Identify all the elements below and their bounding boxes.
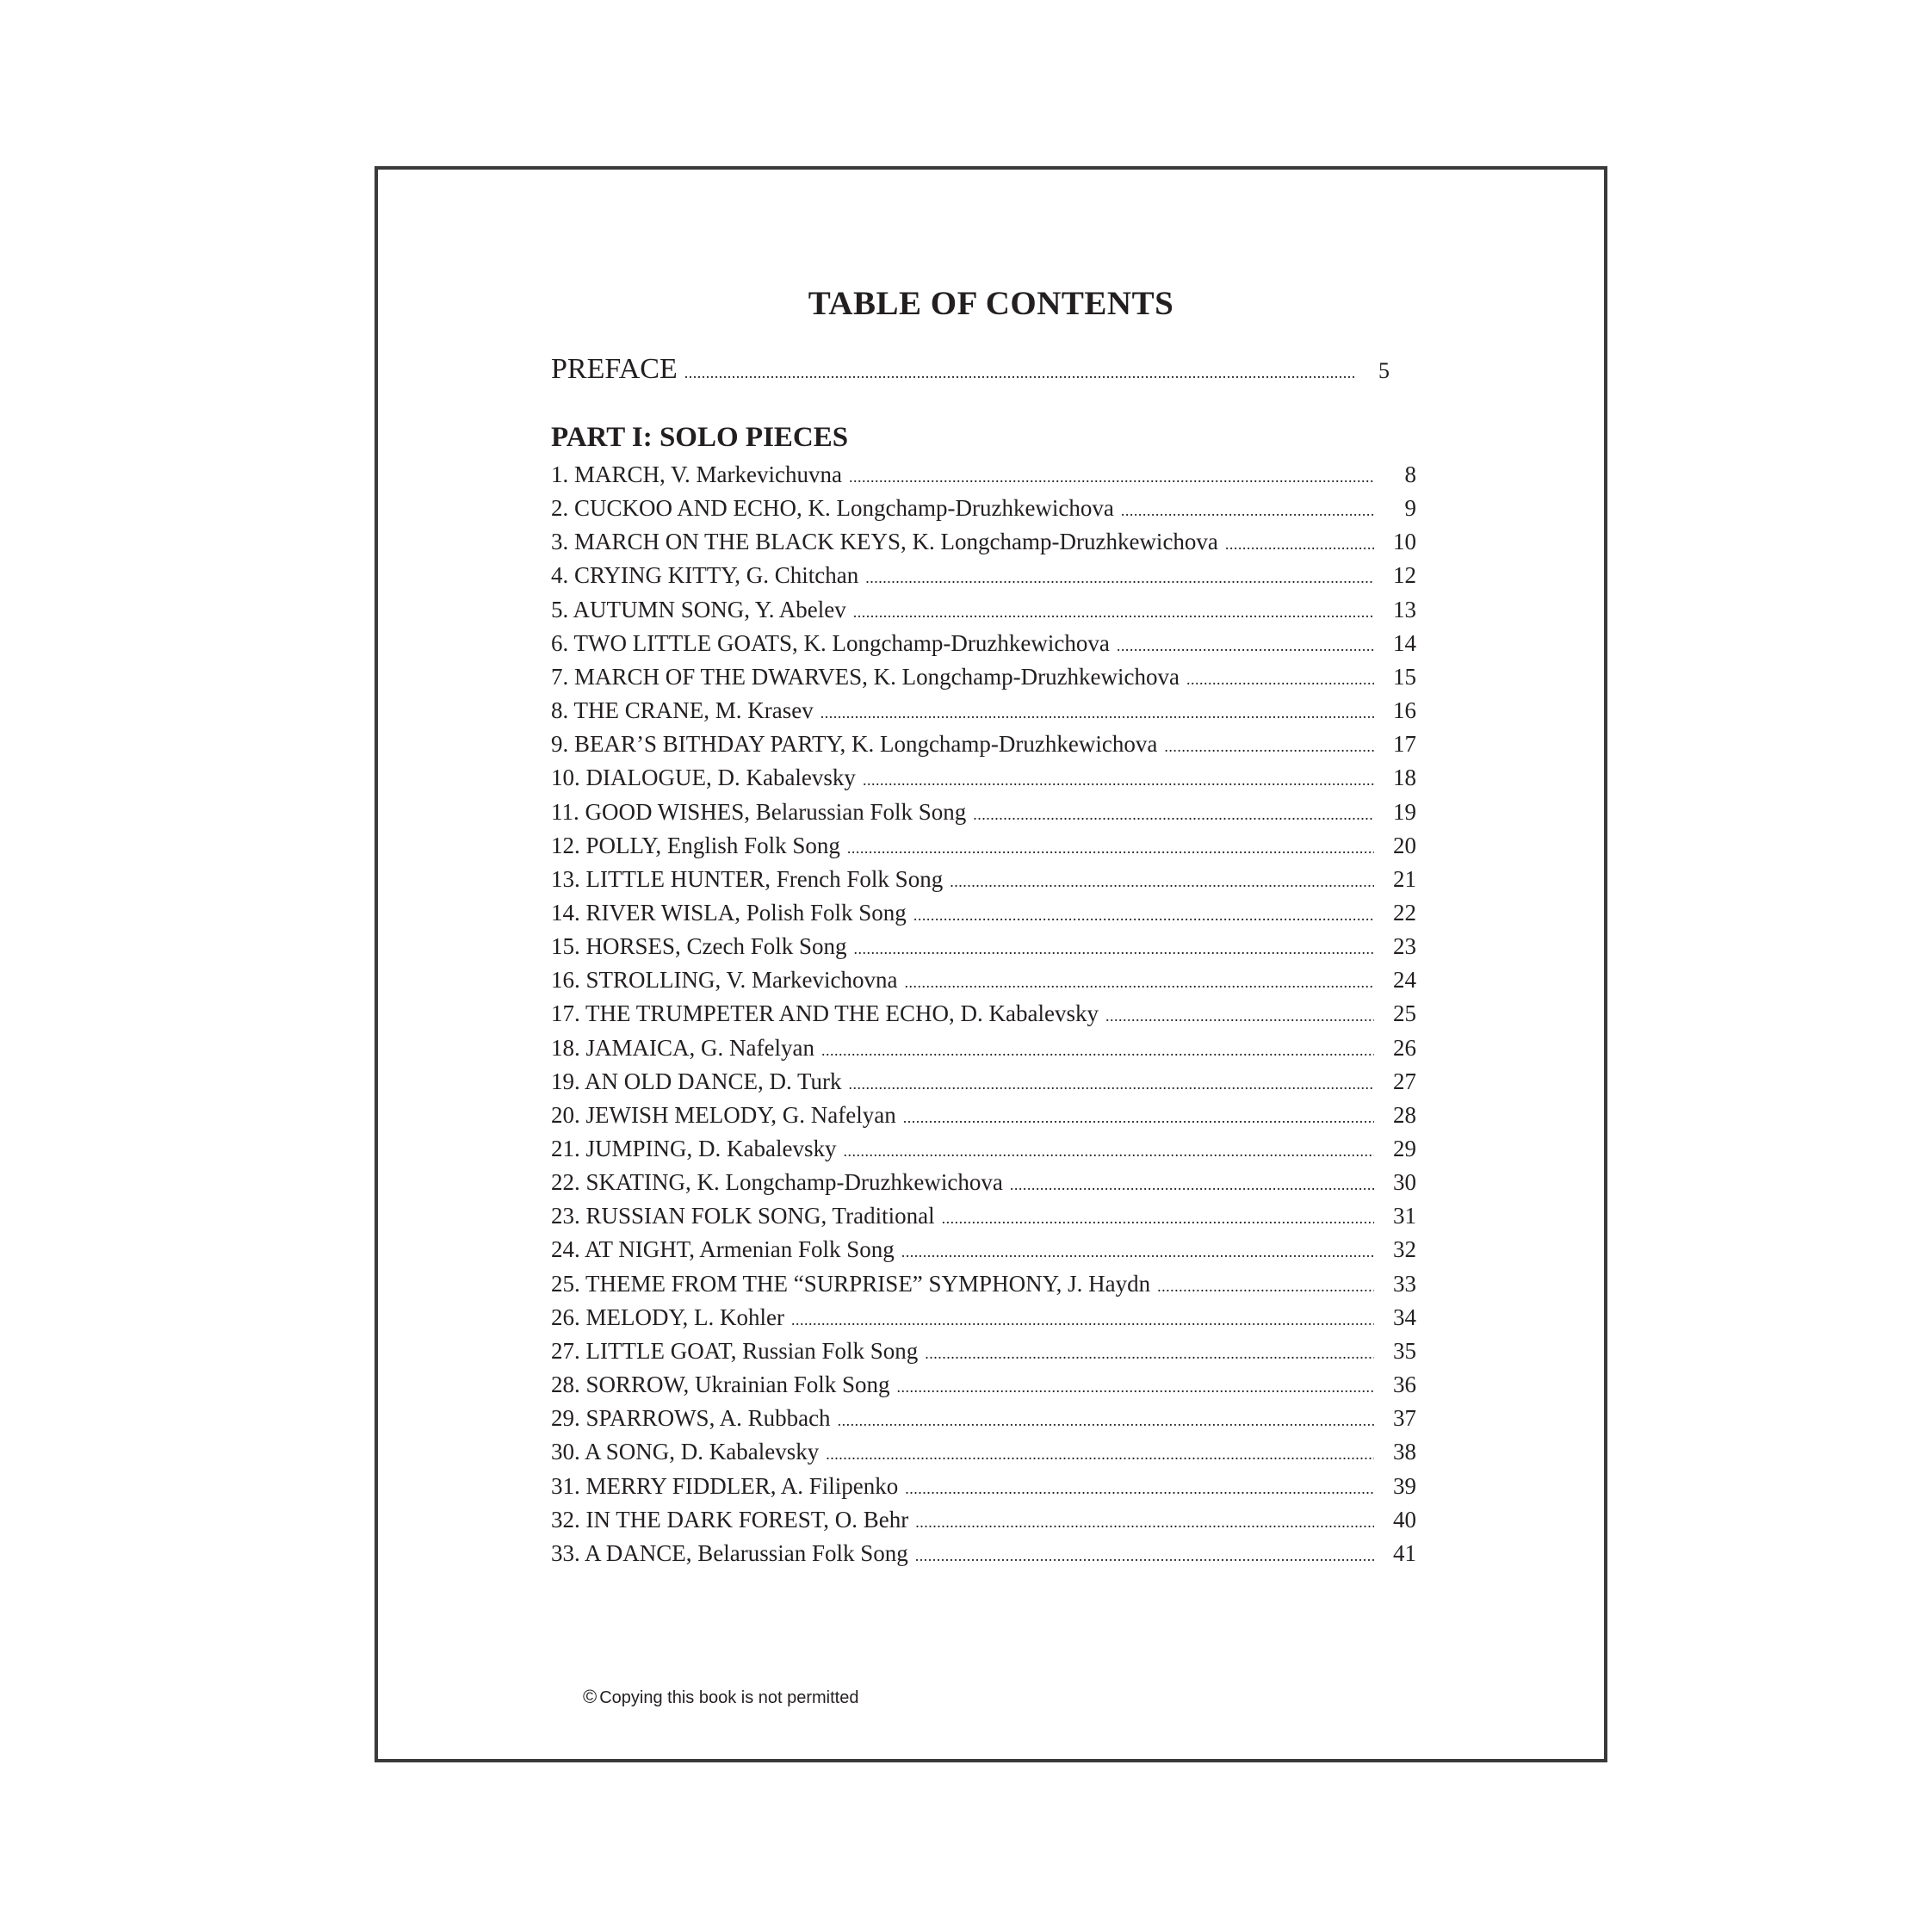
dot-leader: [915, 1514, 1374, 1532]
dot-leader: [1121, 502, 1374, 520]
toc-entry-page-number: 28: [1393, 1101, 1416, 1128]
toc-entry-page-number: 34: [1393, 1303, 1416, 1330]
toc-entry-title: 16. STROLLING, V. Markevichovna: [551, 967, 898, 994]
dot-leader: [865, 569, 1374, 587]
copyright-icon: ©: [583, 1686, 598, 1707]
toc-entry-title: 2. CUCKOO AND ECHO, K. Longchamp-Druzhkewichova: [551, 495, 1114, 522]
toc-entry-page-number: 40: [1393, 1506, 1416, 1533]
toc-entry: [551, 1540, 1416, 1575]
dot-leader: [843, 1142, 1374, 1161]
copyright-notice: [583, 1686, 859, 1708]
toc-entry: [551, 1473, 1416, 1508]
toc-entry-title: 4. CRYING KITTY, G. Chitchan: [551, 562, 859, 589]
preface-label: PREFACE: [551, 353, 678, 385]
dot-leader: [820, 704, 1374, 722]
toc-entry: [551, 664, 1416, 698]
toc-entry: [551, 1439, 1416, 1473]
toc-entry: [551, 1271, 1416, 1305]
toc-entry-page-number: 26: [1393, 1034, 1416, 1061]
toc-entry-page-number: 41: [1393, 1539, 1416, 1566]
toc-entry-page-number: 24: [1393, 967, 1416, 994]
toc-entry-page-number: 16: [1393, 697, 1416, 724]
toc-entry: [551, 765, 1416, 799]
toc-entry-title: 29. SPARROWS, A. Rubbach: [551, 1405, 831, 1432]
dot-leader: [1010, 1176, 1374, 1194]
preface-page-number: 5: [1378, 358, 1390, 383]
toc-entry: [551, 1372, 1416, 1406]
toc-entry-page-number: 10: [1393, 529, 1416, 555]
dot-leader: [684, 364, 1357, 382]
toc-entry-page-number: 21: [1393, 865, 1416, 892]
toc-entry-title: 19. AN OLD DANCE, D. Turk: [551, 1068, 842, 1094]
toc-entry-page-number: 9: [1404, 495, 1416, 522]
toc-entry: [551, 731, 1416, 765]
toc-entry-page-number: 20: [1393, 832, 1416, 858]
toc-entry-page-number: 39: [1393, 1472, 1416, 1499]
dot-leader: [950, 873, 1374, 891]
dot-leader: [1117, 637, 1374, 655]
toc-entry-title: 24. AT NIGHT, Armenian Folk Song: [551, 1236, 895, 1263]
toc-entry: [551, 1304, 1416, 1339]
toc-entry: [551, 1507, 1416, 1541]
dot-leader: [901, 1243, 1374, 1261]
dot-leader: [849, 1075, 1374, 1093]
preface-entry: [551, 353, 1416, 387]
toc-entry: [551, 1236, 1416, 1271]
toc-entry-title: 27. LITTLE GOAT, Russian Folk Song: [551, 1337, 919, 1364]
toc-entry: [551, 697, 1416, 732]
toc-entry: [551, 1169, 1416, 1204]
toc-entry-title: 1. MARCH, V. Markevichuvna: [551, 461, 842, 487]
dot-leader: [1164, 738, 1374, 756]
toc-entry-title: 25. THEME FROM THE “SURPRISE” SYMPHONY, J. Haydn: [551, 1270, 1151, 1297]
toc-entry-page-number: 35: [1393, 1337, 1416, 1364]
page-title: TABLE OF CONTENTS: [808, 285, 1174, 322]
toc-entry-title: 21. JUMPING, D. Kabalevsky: [551, 1136, 837, 1161]
toc-entry: [551, 562, 1416, 597]
toc-entry: [551, 529, 1416, 563]
dot-leader: [853, 604, 1374, 622]
toc-entry: [551, 900, 1416, 934]
toc-entry-title: 5. AUTUMN SONG, Y. Abelev: [551, 596, 846, 622]
toc-entry: [551, 1338, 1416, 1372]
toc-entry: [551, 597, 1416, 631]
dot-leader: [1105, 1007, 1374, 1025]
toc-entry-title: 17. THE TRUMPETER AND THE ECHO, D. Kabalevsky: [551, 1000, 1099, 1027]
toc-entry-page-number: 17: [1393, 731, 1416, 758]
toc-entry-page-number: 14: [1393, 629, 1416, 656]
toc-entry: [551, 1136, 1416, 1170]
toc-entry-title: 6. TWO LITTLE GOATS, K. Longchamp-Druzhkewichova: [551, 629, 1110, 656]
toc-entry: [551, 799, 1416, 833]
dot-leader: [915, 1547, 1374, 1565]
dot-leader: [838, 1412, 1374, 1430]
toc-entry-page-number: 13: [1393, 596, 1416, 622]
toc-entry-page-number: 29: [1393, 1136, 1416, 1161]
toc-entry-title: 10. DIALOGUE, D. Kabalevsky: [551, 765, 856, 791]
dot-leader: [913, 907, 1374, 925]
dot-leader: [849, 468, 1374, 486]
toc-entry-page-number: 27: [1393, 1068, 1416, 1094]
toc-entry-title: 13. LITTLE HUNTER, French Folk Song: [551, 865, 944, 892]
dot-leader: [821, 1042, 1374, 1060]
toc-entry-title: 31. MERRY FIDDLER, A. Filipenko: [551, 1472, 899, 1499]
dot-leader: [863, 771, 1374, 790]
toc-entry-title: 14. RIVER WISLA, Polish Folk Song: [551, 899, 907, 926]
dot-leader: [847, 839, 1374, 858]
toc-entry: [551, 461, 1416, 496]
toc-entry-page-number: 19: [1393, 798, 1416, 825]
toc-entry-title: 22. SKATING, K. Longchamp-Druzhkewichova: [551, 1169, 1003, 1196]
toc-entry-page-number: 38: [1393, 1439, 1416, 1465]
toc-entry-page-number: 12: [1393, 562, 1416, 589]
dot-leader: [1157, 1278, 1374, 1296]
toc-entry-title: 20. JEWISH MELODY, G. Nafelyan: [551, 1101, 896, 1128]
toc-entry: [551, 1102, 1416, 1136]
dot-leader: [1225, 536, 1374, 554]
dot-leader: [942, 1210, 1374, 1228]
toc-entry-page-number: 8: [1404, 461, 1416, 487]
dot-leader: [1186, 671, 1374, 689]
toc-entry-title: 9. BEAR’S BITHDAY PARTY, K. Longchamp-Druzhkewichova: [551, 731, 1158, 758]
toc-entry: [551, 833, 1416, 867]
toc-entry-page-number: 33: [1393, 1270, 1416, 1297]
toc-entry-page-number: 31: [1393, 1203, 1416, 1229]
toc-entry-title: 32. IN THE DARK FOREST, O. Behr: [551, 1506, 909, 1533]
toc-entry-page-number: 30: [1393, 1169, 1416, 1196]
toc-entry-title: 8. THE CRANE, M. Krasev: [551, 697, 814, 724]
toc-entry-title: 23. RUSSIAN FOLK SONG, Traditional: [551, 1203, 935, 1229]
dot-leader: [905, 1480, 1374, 1498]
section-heading: PART I: SOLO PIECES: [551, 422, 849, 453]
toc-entry-title: 3. MARCH ON THE BLACK KEYS, K. Longchamp-Druzhkewichova: [551, 529, 1218, 555]
toc-entry-title: 33. A DANCE, Belarussian Folk Song: [551, 1539, 908, 1566]
toc-entry: [551, 933, 1416, 968]
dot-leader: [925, 1345, 1374, 1363]
toc-entry: [551, 1000, 1416, 1035]
dot-leader: [897, 1378, 1374, 1396]
toc-entry-page-number: 25: [1393, 1000, 1416, 1027]
toc-entry: [551, 1203, 1416, 1237]
toc-entry: [551, 1405, 1416, 1440]
dot-leader: [791, 1311, 1374, 1329]
dot-leader: [854, 940, 1374, 958]
dot-leader: [904, 974, 1374, 992]
toc-entry-page-number: 36: [1393, 1372, 1416, 1398]
toc-entry: [551, 630, 1416, 665]
toc-entry: [551, 1035, 1416, 1069]
toc-entry: [551, 866, 1416, 901]
toc-entry-title: 30. A SONG, D. Kabalevsky: [551, 1439, 820, 1465]
toc-entry-page-number: 32: [1393, 1236, 1416, 1263]
toc-entry: [551, 1068, 1416, 1103]
toc-entry-title: 7. MARCH OF THE DWARVES, K. Longchamp-Druzhkewichova: [551, 663, 1180, 690]
toc-entry-title: 15. HORSES, Czech Folk Song: [551, 933, 847, 960]
toc-entry: [551, 967, 1416, 1001]
toc-entry-page-number: 22: [1393, 899, 1416, 926]
toc-entry-title: 18. JAMAICA, G. Nafelyan: [551, 1034, 814, 1061]
toc-entry-page-number: 37: [1393, 1405, 1416, 1432]
toc-entry-page-number: 23: [1393, 933, 1416, 960]
toc-entry-title: 28. SORROW, Ukrainian Folk Song: [551, 1372, 890, 1398]
toc-entry-page-number: 15: [1393, 663, 1416, 690]
toc-entry-page-number: 18: [1393, 765, 1416, 791]
dot-leader: [826, 1446, 1374, 1464]
dot-leader: [903, 1109, 1374, 1127]
copyright-text: Copying this book is not permitted: [599, 1688, 859, 1707]
toc-entry-title: 12. POLLY, English Folk Song: [551, 832, 840, 858]
dot-leader: [973, 806, 1374, 824]
toc-entry-title: 26. MELODY, L. Kohler: [551, 1303, 784, 1330]
toc-entry-title: 11. GOOD WISHES, Belarussian Folk Song: [551, 798, 967, 825]
toc-entry: [551, 495, 1416, 529]
